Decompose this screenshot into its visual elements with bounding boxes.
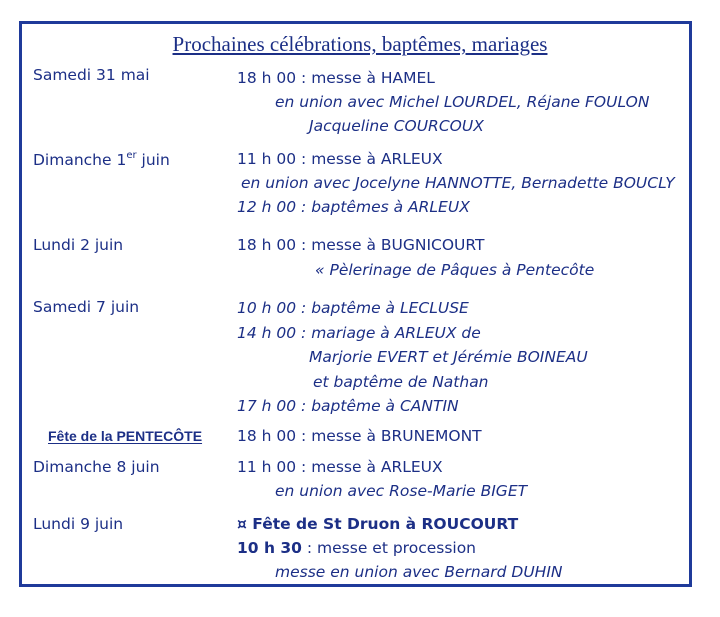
event-line: et baptême de Nathan bbox=[313, 373, 489, 391]
day-label-main: Dimanche 1 bbox=[33, 151, 127, 169]
event-line: Marjorie EVERT et Jérémie BOINEAU bbox=[309, 348, 588, 366]
event-desc: : messe et procession bbox=[301, 539, 477, 557]
event-line: 18 h 00 : messe à BRUNEMONT bbox=[237, 427, 482, 445]
day-label-sup: er bbox=[126, 149, 137, 161]
day-label: Dimanche 8 juin bbox=[33, 458, 160, 476]
event-line: en union avec Michel LOURDEL, Réjane FOULON bbox=[275, 93, 650, 111]
event-line: messe en union avec Bernard DUHIN bbox=[275, 563, 563, 581]
event-line: 11 h 00 : messe à ARLEUX bbox=[237, 150, 443, 168]
event-line: 11 h 00 : messe à ARLEUX bbox=[237, 458, 443, 476]
day-label-suffix: juin bbox=[136, 151, 170, 169]
day-label: Samedi 31 mai bbox=[33, 66, 150, 84]
event-line: Jacqueline COURCOUX bbox=[309, 117, 484, 135]
day-label: Samedi 7 juin bbox=[33, 298, 140, 316]
day-label-pentecote: Fête de la PENTECÔTE bbox=[48, 428, 203, 444]
event-line: en union avec Rose-Marie BIGET bbox=[275, 482, 528, 500]
event-line: 18 h 00 : messe à BUGNICOURT bbox=[237, 236, 485, 254]
event-line: « Pèlerinage de Pâques à Pentecôte bbox=[315, 261, 595, 279]
day-label: Lundi 2 juin bbox=[33, 236, 124, 254]
day-label bbox=[33, 151, 170, 169]
event-time: 10 h 30 bbox=[237, 539, 302, 557]
event-line-bold: ¤ Fête de St Druon à ROUCOURT bbox=[237, 515, 519, 533]
day-label: Lundi 9 juin bbox=[33, 515, 124, 533]
event-line: 14 h 00 : mariage à ARLEUX de bbox=[237, 324, 481, 342]
event-line: 18 h 00 : messe à HAMEL bbox=[237, 69, 435, 87]
page-title: Prochaines célébrations, baptêmes, mariages bbox=[172, 32, 548, 56]
event-line: 17 h 00 : baptême à CANTIN bbox=[237, 397, 459, 415]
event-line: en union avec Jocelyne HANNOTTE, Bernadette BOUCLY bbox=[241, 174, 675, 192]
event-line bbox=[237, 539, 476, 557]
event-line: 12 h 00 : baptêmes à ARLEUX bbox=[237, 198, 470, 216]
event-line: 10 h 00 : baptême à LECLUSE bbox=[237, 299, 469, 317]
